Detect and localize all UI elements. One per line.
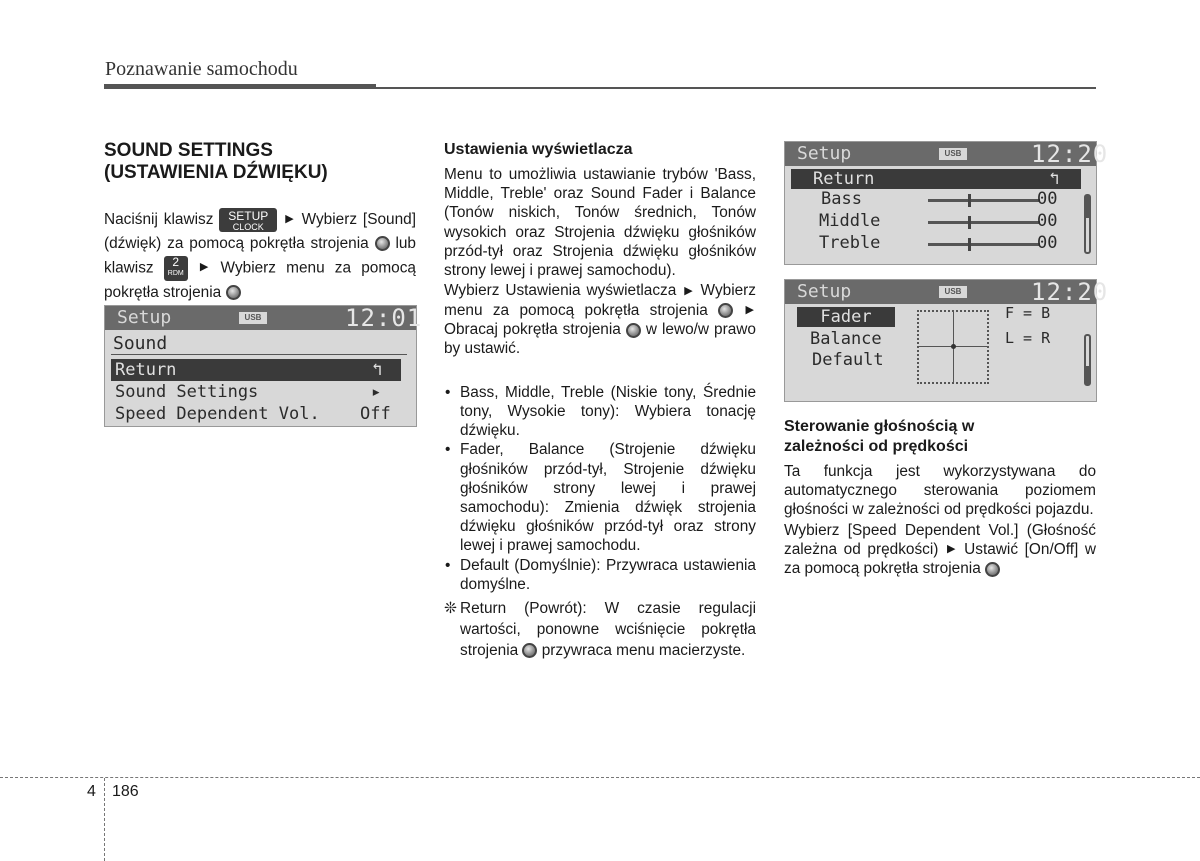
return-icon: ↰ xyxy=(1049,169,1060,189)
lcd-title: Setup xyxy=(117,307,172,328)
right-column xyxy=(784,417,1096,579)
lcd-row-speed-value: Off xyxy=(360,404,391,424)
page-number: 186 xyxy=(112,783,139,800)
middle-slider-thumb xyxy=(968,216,971,229)
note-mark: ❊ xyxy=(444,599,457,617)
running-header: Poznawanie samochodu xyxy=(105,58,298,80)
lcd-fader-balance xyxy=(784,278,1109,402)
usb-badge: USB xyxy=(939,148,967,160)
balance-value: L = R xyxy=(1005,329,1051,347)
lcd-row-sound: Sound xyxy=(113,333,168,354)
list-item: • Fader, Balance (Strojenie dźwięku głośników przód-tył, Strojenie dźwięku głośników strony lewej i prawej samochodu): Zmienia dźwięk strojenia dźwięku głośników przód-tył oraz strony lewej i prawej samochodu. xyxy=(445,441,756,555)
instruction-text-1: Naciśnij klawisz xyxy=(104,211,214,229)
lcd-sound-menu xyxy=(104,304,423,427)
lcd-row-return: Return xyxy=(111,359,353,381)
arrow-right-icon: ▶ xyxy=(285,213,294,226)
arrow-right-icon: ▶ xyxy=(199,261,209,274)
middle-slider xyxy=(928,221,1040,224)
chevron-right-icon: ▸ xyxy=(371,382,382,402)
lcd-title-bar xyxy=(785,278,1109,306)
lcd-row-treble-value: 00 xyxy=(1037,233,1058,253)
scrollbar xyxy=(1084,334,1091,386)
lcd-row-speed-dependent: Speed Dependent Vol. xyxy=(115,404,320,424)
lcd-title-bar xyxy=(105,304,423,332)
lcd-tone-settings xyxy=(784,140,1109,265)
instruction-text-2: Wybierz [Sound] (dźwięk) za pomocą pokrętła strojenia xyxy=(104,211,416,252)
lcd-title: Setup xyxy=(797,281,852,302)
fader-balance-point xyxy=(951,344,956,349)
bass-slider xyxy=(928,199,1040,202)
lcd-row-middle: Middle xyxy=(819,211,881,231)
lcd-clock: 12:01 xyxy=(345,304,423,332)
lcd-row-sound-settings: Sound Settings xyxy=(115,382,259,402)
display-settings-instruction: Wybierz Ustawienia wyświetlacza ▶ Wybierz menu za pomocą pokrętła strojenia ▶ Obracaj pokrętła strojenia w lewo/w prawo by ustawić. xyxy=(444,282,756,358)
heading-line-2: (USTAWIENIA DŹWIĘKU) xyxy=(104,162,328,183)
tune-knob-icon xyxy=(718,303,733,318)
tune-knob-icon xyxy=(626,323,641,338)
tune-knob-icon xyxy=(375,236,390,251)
treble-slider xyxy=(928,243,1040,246)
treble-slider-thumb xyxy=(968,238,971,251)
rdm-key-icon: 2 RDM xyxy=(164,256,188,281)
speed-volume-paragraph: Ta funkcja jest wykorzystywana do automatycznego sterowania poziomem głośności w zależności od prędkości pojazdu. xyxy=(784,463,1096,519)
tune-knob-icon xyxy=(226,285,241,300)
lcd-divider xyxy=(111,354,407,355)
middle-column xyxy=(444,140,756,661)
arrow-right-icon: ▶ xyxy=(745,304,755,317)
option-list xyxy=(444,383,756,594)
lcd-row-middle-value: 00 xyxy=(1037,211,1058,231)
heading-line-1: SOUND SETTINGS xyxy=(104,140,273,161)
footer-rule xyxy=(0,777,1200,778)
lcd-clock: 12:20 xyxy=(1031,140,1109,168)
arrow-right-icon: ▶ xyxy=(684,284,693,297)
scrollbar xyxy=(1084,194,1091,254)
arrow-right-icon: ▶ xyxy=(947,543,956,556)
fader-balance-grid xyxy=(917,310,989,384)
lcd-row-treble: Treble xyxy=(819,233,881,253)
tune-knob-icon xyxy=(985,562,1000,577)
fader-value: F = B xyxy=(1005,304,1051,322)
tune-knob-icon xyxy=(522,643,537,658)
return-icon: ↰ xyxy=(353,359,401,381)
footer-vertical-rule xyxy=(104,778,105,861)
instruction-text-3: lub klawisz xyxy=(104,235,416,277)
header-rule-thin xyxy=(376,87,1096,89)
lcd-row-balance: Balance xyxy=(810,329,882,349)
list-item: • Default (Domyślnie): Przywraca ustawienia domyślne. xyxy=(445,556,756,593)
setup-key-icon: SETUP CLOCK xyxy=(219,208,277,232)
instruction-text-4: Wybierz menu za pomocą pokrętła strojenia xyxy=(104,259,416,301)
speed-volume-instruction: Wybierz [Speed Dependent Vol.] (Głośność zależna od prędkości) ▶ Ustawić [On/Off] w za pomocą pokrętła strojenia xyxy=(784,521,1096,578)
lcd-row-fader: Fader xyxy=(797,307,895,327)
usb-badge: USB xyxy=(939,286,967,298)
left-column xyxy=(104,140,416,304)
instruction-paragraph xyxy=(104,208,416,304)
speed-volume-heading: Sterowanie głośnością w zależności od prędkości xyxy=(784,418,975,455)
header-rule-thick xyxy=(104,84,376,89)
display-settings-paragraph: Menu to umożliwia ustawianie trybów 'Bass, Middle, Treble' oraz Sound Fader i Balance (Tonów niskich, Tonów średnich, Tonów wysokich oraz Strojenia dźwięku głośników przód-tył oraz Strojenia dźwięku głośników strony lewej i prawej samochodu). xyxy=(444,166,756,280)
usb-badge: USB xyxy=(239,312,267,324)
lcd-title-bar xyxy=(785,140,1109,168)
lcd-row-default: Default xyxy=(812,350,884,370)
lcd-row-return: Return ↰ xyxy=(791,169,1081,189)
return-note: ❊ Return (Powrót): W czasie regulacji wartości, ponowne wciśnięcie pokrętła strojenia przywraca menu macierzyste. xyxy=(444,599,756,659)
list-item: • Bass, Middle, Treble (Niskie tony, Średnie tony, Wysokie tony): Wybiera tonację dźwięku. xyxy=(445,383,756,440)
lcd-row-bass: Bass xyxy=(821,189,862,209)
lcd-row-bass-value: 00 xyxy=(1037,189,1058,209)
bass-slider-thumb xyxy=(968,194,971,207)
lcd-clock: 12:20 xyxy=(1031,278,1109,306)
section-heading xyxy=(104,140,416,184)
lcd-title: Setup xyxy=(797,143,852,164)
display-settings-heading: Ustawienia wyświetlacza xyxy=(444,141,633,158)
chapter-number: 4 xyxy=(87,783,96,800)
